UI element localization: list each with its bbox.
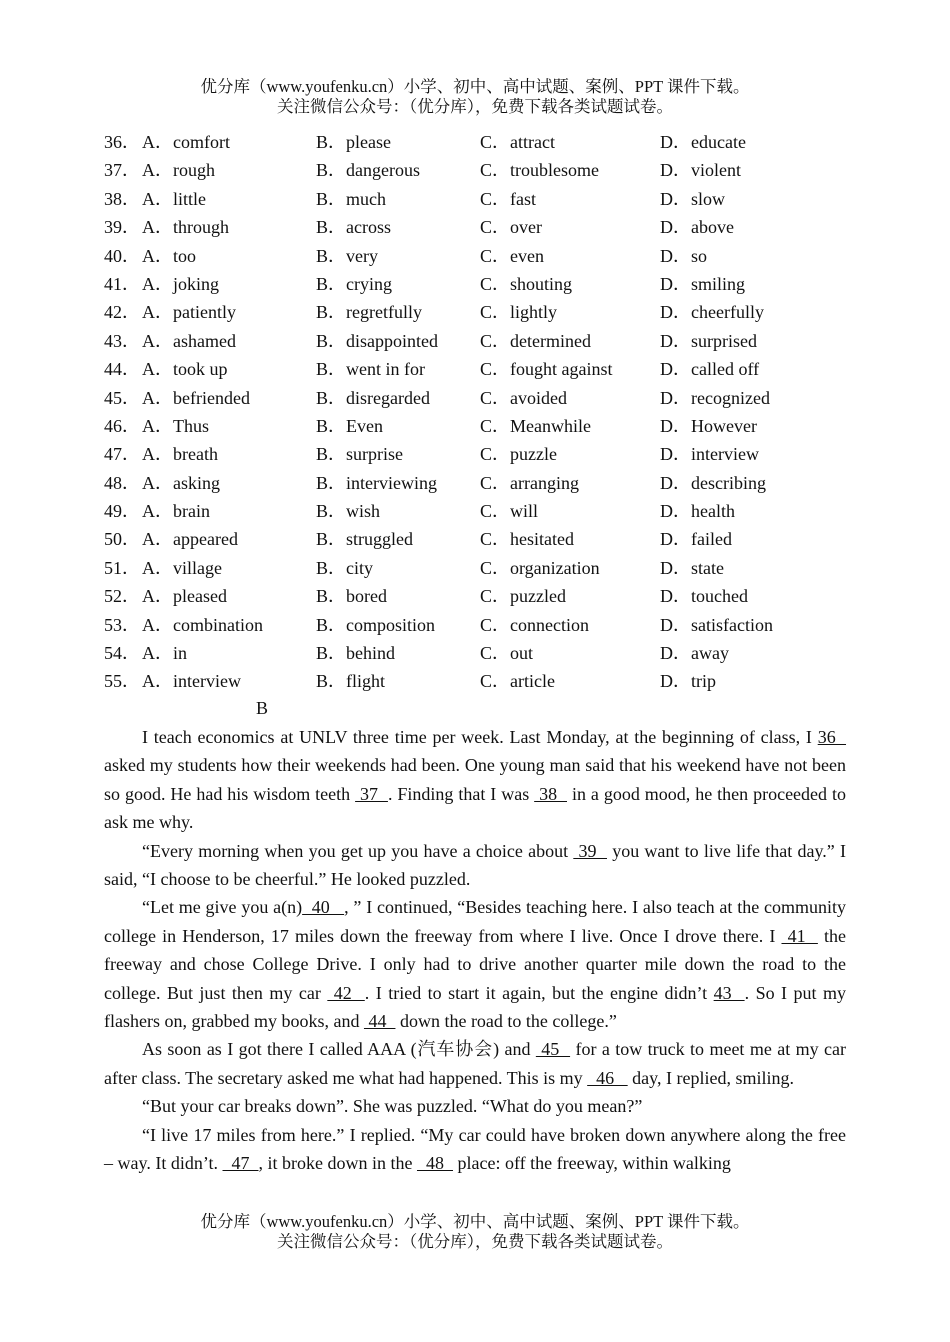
- option-c: C．connection: [480, 614, 589, 635]
- option-d: D．satisfaction: [660, 614, 773, 635]
- passage-paragraph: [104, 1121, 846, 1178]
- cloze-passage: [104, 723, 846, 1178]
- option-d: D．trip: [660, 671, 716, 692]
- passage-text: As soon as I got there I called AAA (汽车协会) and: [142, 1039, 536, 1060]
- option-c: C．fought against: [480, 359, 613, 380]
- option-b: B．very: [316, 245, 378, 266]
- option-b: B．regretfully: [316, 302, 422, 323]
- option-a: A．Thus: [142, 415, 209, 436]
- passage-paragraph: [104, 723, 846, 837]
- passage-paragraph: [104, 837, 846, 894]
- option-c: C．article: [480, 671, 555, 692]
- question-row: [104, 128, 864, 156]
- option-a: A．ashamed: [142, 330, 236, 351]
- question-number: 47．: [104, 444, 140, 465]
- passage-text: . So I put my flashers on, grabbed my books, and: [104, 982, 847, 1032]
- question-row: [104, 327, 864, 355]
- question-row: [104, 525, 864, 553]
- question-number: 51．: [104, 557, 140, 578]
- page-header: [0, 77, 950, 117]
- question-number: 36．: [104, 132, 140, 152]
- option-a: A．village: [142, 557, 222, 578]
- option-c: C．shouting: [480, 273, 573, 294]
- question-number: 39．: [104, 217, 140, 238]
- answer-options-list: [104, 128, 864, 696]
- question-row: [104, 440, 864, 468]
- option-b: B．bored: [316, 586, 387, 607]
- question-row: [104, 384, 864, 412]
- option-d: D．recognized: [660, 387, 770, 408]
- question-number: 37．: [104, 160, 140, 181]
- passage-text: “Let me give you a(n): [142, 897, 303, 918]
- option-a: A．comfort: [142, 132, 230, 152]
- option-a: A．brain: [142, 501, 210, 522]
- option-d: D．away: [660, 643, 729, 664]
- option-a: A．rough: [142, 160, 215, 181]
- option-b: B．crying: [316, 273, 392, 294]
- option-a: A．in: [142, 643, 187, 664]
- question-number: 46．: [104, 415, 140, 436]
- question-row: [104, 185, 864, 213]
- option-d: D．educate: [660, 132, 746, 152]
- blank-number: 40: [302, 897, 345, 918]
- question-number: 38．: [104, 188, 140, 209]
- question-row: [104, 554, 864, 582]
- option-d: D．slow: [660, 188, 726, 209]
- option-c: C．even: [480, 245, 544, 266]
- option-c: C．will: [480, 501, 539, 522]
- passage-text: day, I replied, smiling.: [627, 1067, 794, 1088]
- option-a: A．little: [142, 188, 206, 209]
- option-d: D．failed: [660, 529, 732, 550]
- passage-paragraph: [104, 1035, 846, 1092]
- page-footer: [0, 1212, 950, 1252]
- blank-number: 48: [416, 1153, 453, 1174]
- option-b: B．wish: [316, 501, 381, 522]
- option-c: C．avoided: [480, 387, 567, 408]
- option-c: C．puzzled: [480, 586, 566, 607]
- question-row: [104, 213, 864, 241]
- blank-number: 38: [534, 783, 567, 804]
- passage-text: you want to live life that day.” I said, “I choose to be cheerful.” He looked puzzled.: [104, 840, 847, 890]
- option-b: B．struggled: [316, 529, 413, 550]
- question-row: [104, 298, 864, 326]
- blank-number: 39: [573, 840, 607, 861]
- blank-number: 42: [327, 982, 365, 1003]
- blank-number: 37: [355, 783, 388, 804]
- section-label: B: [256, 698, 269, 718]
- question-row: [104, 469, 864, 497]
- option-c: C．Meanwhile: [480, 415, 591, 436]
- option-c: C．attract: [480, 132, 555, 152]
- option-d: D．smiling: [660, 273, 746, 294]
- passage-text: “I live 17 miles from here.” I replied. “My car could have broken down anywhere along the free – way. It didn’t.: [104, 1124, 846, 1174]
- question-row: [104, 355, 864, 383]
- option-c: C．determined: [480, 330, 591, 351]
- question-number: 43．: [104, 330, 140, 351]
- question-row: [104, 667, 864, 695]
- question-number: 54．: [104, 643, 140, 664]
- question-row: [104, 156, 864, 184]
- passage-text: . Finding that I was: [387, 783, 535, 804]
- option-a: A．befriended: [142, 387, 250, 408]
- question-number: 52．: [104, 586, 140, 607]
- passage-text: “Every morning when you get up you have a choice about: [142, 840, 574, 861]
- option-b: B．please: [316, 132, 391, 152]
- option-a: A．breath: [142, 444, 218, 465]
- question-number: 48．: [104, 472, 140, 493]
- option-d: D．violent: [660, 160, 741, 181]
- option-c: C．organization: [480, 557, 600, 578]
- blank-number: 41: [781, 925, 818, 946]
- option-c: C．out: [480, 643, 534, 664]
- header-line-1: 优分库（www.youfenku.cn）小学、初中、高中试题、案例、PPT 课件下载。: [200, 77, 750, 96]
- question-row: [104, 270, 864, 298]
- option-a: A．combination: [142, 614, 263, 635]
- option-d: D．interview: [660, 444, 759, 465]
- option-a: A．through: [142, 217, 229, 238]
- option-b: B．dangerous: [316, 160, 420, 181]
- option-d: D．so: [660, 245, 708, 266]
- option-d: D．describing: [660, 472, 766, 493]
- option-d: D．surprised: [660, 330, 757, 351]
- blank-number: 46: [587, 1067, 628, 1088]
- passage-text: the freeway and chose College Drive. I only had to drive another quarter mile down the road to the college. But just then my car: [104, 925, 846, 1003]
- blank-number: 47: [222, 1153, 259, 1174]
- passage-text: for a tow truck to meet me at my car after class. The secretary asked me what had happened. This is my: [104, 1039, 846, 1088]
- option-d: D．state: [660, 557, 724, 578]
- option-c: C．hesitated: [480, 529, 574, 550]
- passage-text: down the road to the college.”: [395, 1011, 617, 1032]
- blank-number: 43: [713, 982, 745, 1003]
- option-c: C．troublesome: [480, 160, 599, 181]
- question-row: [104, 497, 864, 525]
- option-b: B．flight: [316, 671, 386, 692]
- passage-text: asked my students how their weekends had been. One young man said that his weekend have not been so good. He had his wisdom teeth: [104, 755, 846, 804]
- option-c: C．arranging: [480, 472, 579, 493]
- footer-line-2: 关注微信公众号：（优分库），免费下载各类试题试卷。: [277, 1232, 673, 1251]
- option-b: B．interviewing: [316, 472, 437, 493]
- passage-text: in a good mood, he then proceeded to ask me why.: [104, 783, 846, 833]
- option-b: B．disappointed: [316, 330, 438, 351]
- passage-text: . I tried to start it again, but the engine didn’t: [364, 982, 714, 1003]
- question-row: [104, 242, 864, 270]
- header-line-2: 关注微信公众号：（优分库），免费下载各类试题试卷。: [277, 97, 673, 116]
- passage-text: I teach economics at UNLV three time per week. Last Monday, at the beginning of class, I: [142, 727, 818, 747]
- option-c: C．puzzle: [480, 444, 557, 465]
- option-b: B．surprise: [316, 444, 403, 465]
- question-number: 50．: [104, 529, 140, 550]
- option-a: A．too: [142, 245, 196, 266]
- option-d: D．health: [660, 501, 735, 522]
- option-b: B．behind: [316, 643, 395, 664]
- option-d: D．touched: [660, 586, 748, 607]
- question-number: 40．: [104, 245, 140, 266]
- option-a: A．took up: [142, 359, 228, 380]
- question-row: [104, 639, 864, 667]
- question-number: 45．: [104, 387, 140, 408]
- passage-paragraph: [104, 893, 846, 1035]
- option-d: D．However: [660, 415, 757, 436]
- option-a: A．interview: [142, 671, 241, 692]
- passage-text: place: off the freeway, within walking: [452, 1153, 731, 1174]
- question-row: [104, 412, 864, 440]
- option-c: C．over: [480, 217, 542, 238]
- option-b: B．disregarded: [316, 387, 430, 408]
- question-row: [104, 582, 864, 610]
- question-number: 44．: [104, 359, 140, 380]
- option-c: C．fast: [480, 188, 536, 209]
- question-number: 49．: [104, 501, 140, 522]
- passage-text: , ” I continued, “Besides teaching here. I also teach at the community college in Henderson, 17 miles down the freeway from where I live. Once I drove there. I: [104, 897, 846, 946]
- question-row: [104, 611, 864, 639]
- option-a: A．patiently: [142, 302, 236, 323]
- option-b: B．much: [316, 188, 386, 209]
- option-a: A．pleased: [142, 586, 227, 607]
- passage-text: “But your car breaks down”. She was puzzled. “What do you mean?”: [142, 1096, 643, 1117]
- question-number: 53．: [104, 614, 140, 635]
- question-number: 41．: [104, 273, 140, 294]
- option-d: D．cheerfully: [660, 302, 764, 323]
- option-a: A．appeared: [142, 529, 238, 550]
- question-number: 55．: [104, 671, 140, 692]
- passage-paragraph: [104, 1092, 846, 1120]
- passage-text: , it broke down in the: [258, 1153, 417, 1174]
- option-a: A．asking: [142, 472, 220, 493]
- option-b: B．went in for: [316, 359, 425, 380]
- blank-number: 45: [535, 1039, 571, 1060]
- footer-line-1: 优分库（www.youfenku.cn）小学、初中、高中试题、案例、PPT 课件下载。: [200, 1212, 750, 1231]
- option-b: B．city: [316, 557, 373, 578]
- blank-number: 44: [363, 1011, 396, 1032]
- option-b: B．across: [316, 217, 391, 238]
- option-b: B．composition: [316, 614, 436, 635]
- option-a: A．joking: [142, 273, 220, 294]
- blank-number: 36: [817, 727, 847, 747]
- option-d: D．called off: [660, 359, 760, 380]
- question-number: 42．: [104, 302, 140, 323]
- option-d: D．above: [660, 217, 734, 238]
- option-c: C．lightly: [480, 302, 558, 323]
- option-b: B．Even: [316, 415, 383, 436]
